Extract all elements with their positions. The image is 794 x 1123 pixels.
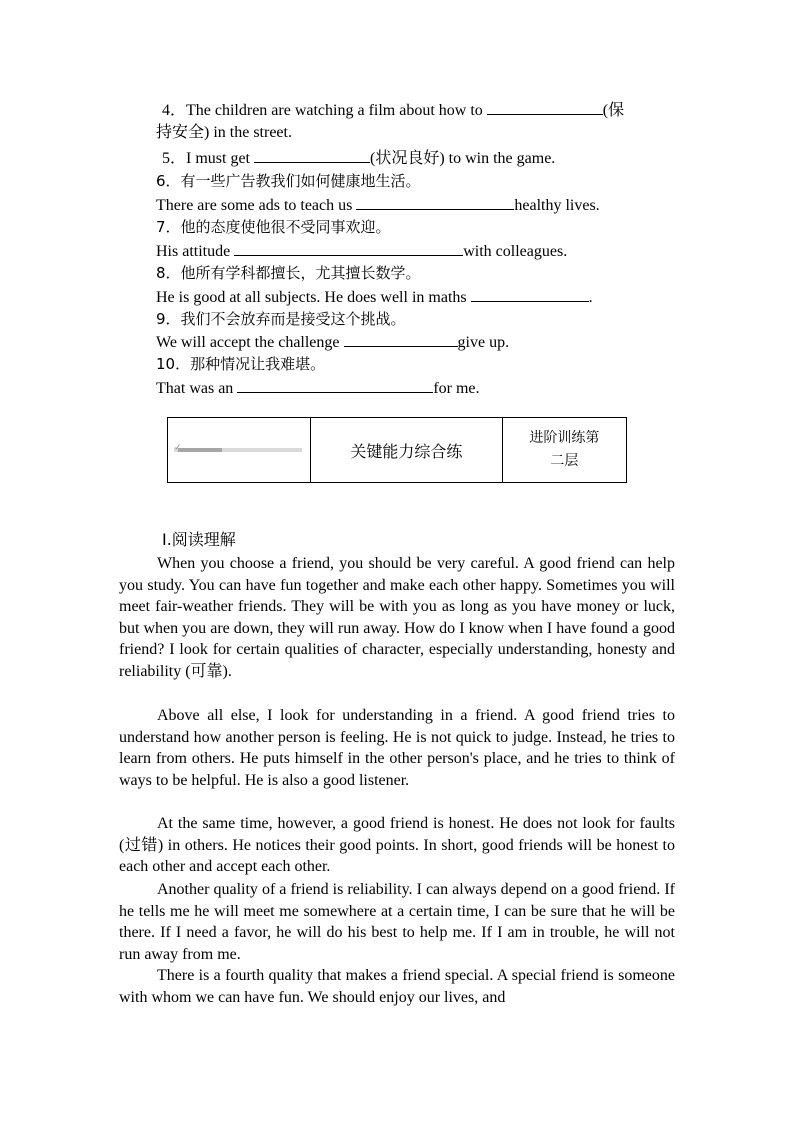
reading-section-title: Ⅰ.阅读理解 xyxy=(162,530,236,549)
question-9-text-end: give up. xyxy=(457,334,510,351)
question-7-text: His attitude xyxy=(156,243,235,260)
question-8-prompt: 8．他所有学科都擅长，尤其擅长数学。 xyxy=(156,264,421,282)
question-9-text: We will accept the challenge xyxy=(156,334,344,351)
question-4-hint-start: (保 xyxy=(602,102,625,119)
question-10-blank[interactable] xyxy=(237,377,433,393)
question-9-line xyxy=(156,331,509,353)
question-10-text: That was an xyxy=(156,380,238,397)
question-9-chinese xyxy=(156,309,406,329)
reading-paragraph-5: There is a fourth quality that makes a friend special. A special friend is someone with whom we can have fun. We should enjoy our lives, and xyxy=(119,967,675,1006)
progress-bar-fill xyxy=(178,448,222,452)
progress-bar xyxy=(174,442,304,455)
question-10-line xyxy=(156,377,480,399)
question-8-chinese xyxy=(156,263,421,283)
reading-paragraph-1: When you choose a friend, you should be very careful. A good friend can help you study. You can have fun together and make each other happy. Sometimes you will meet fair-weather friends. They will be with you as long as you have money or luck, but when you are down, they will run away. How do I know when I have found a good friend? I look for certain qualities of character, especially understanding, honesty and reliability (可靠). xyxy=(119,555,675,680)
question-9-prompt: 9．我们不会放弃而是接受这个挑战。 xyxy=(156,310,406,328)
question-8-blank[interactable] xyxy=(471,286,589,302)
question-6-chinese xyxy=(156,171,421,191)
question-5-text: 5．I must get xyxy=(162,150,254,167)
section-banner-table xyxy=(167,417,627,483)
question-10-chinese xyxy=(156,354,325,374)
question-9-blank[interactable] xyxy=(344,331,458,347)
question-8-text-end: . xyxy=(588,289,593,306)
question-4-line-1 xyxy=(162,99,624,121)
question-7-text-end: with colleagues. xyxy=(463,243,568,260)
reading-paragraph-3: At the same time, however, a good friend is honest. He does not look for faults (过错) in others. He notices their good points. In short, good friends will be honest to each other and accept each other. xyxy=(119,815,675,876)
reading-paragraph-4: Another quality of a friend is reliability. I can always depend on a good friend. If he tells me he will meet me somewhere at a certain time, I can be sure that he will be there. If I need a favor, he will do his best to help me. If I am in trouble, he will not run away from me. xyxy=(119,881,675,963)
question-4-hint-end: 持安全) in the street. xyxy=(156,124,292,141)
question-5-line xyxy=(162,147,555,169)
question-7-blank[interactable] xyxy=(234,240,463,256)
question-7-chinese xyxy=(156,217,391,237)
question-7-prompt: 7．他的态度使他很不受同事欢迎。 xyxy=(156,218,391,236)
banner-level-line-1: 进阶训练第 xyxy=(529,430,600,446)
question-4-line-2 xyxy=(156,123,292,143)
question-4-text: 4．The children are watching a film about how to xyxy=(162,102,487,119)
question-6-text-end: healthy lives. xyxy=(514,197,600,214)
question-10-prompt: 10．那种情况让我难堪。 xyxy=(156,355,326,373)
question-6-prompt: 6．有一些广告教我们如何健康地生活。 xyxy=(156,172,421,190)
banner-progress-cell xyxy=(168,418,311,483)
question-5-blank[interactable] xyxy=(254,147,370,163)
question-8-text: He is good at all subjects. He does well in maths xyxy=(156,289,471,306)
question-7-line xyxy=(156,240,567,262)
question-10-text-end: for me. xyxy=(433,380,480,397)
banner-level-line-2: 二层 xyxy=(550,453,579,469)
question-4-blank[interactable] xyxy=(487,99,603,115)
question-8-line xyxy=(156,286,593,308)
question-6-line xyxy=(156,194,600,216)
banner-level xyxy=(502,418,626,483)
reading-paragraph-2: Above all else, I look for understanding in a friend. A good friend tries to understand how another person is feeling. He is not quick to judge. Instead, he tries to learn from others. He puts himself in the other person's place, and he tries to think of ways to be helpful. He is also a good listener. xyxy=(119,707,675,789)
check-icon: ✓ xyxy=(174,442,182,452)
question-6-text: There are some ads to teach us xyxy=(156,197,357,214)
banner-title: 关键能力综合练 xyxy=(310,418,502,483)
question-5-hint: (状况良好) to win the game. xyxy=(370,150,556,167)
question-6-blank[interactable] xyxy=(356,194,514,210)
